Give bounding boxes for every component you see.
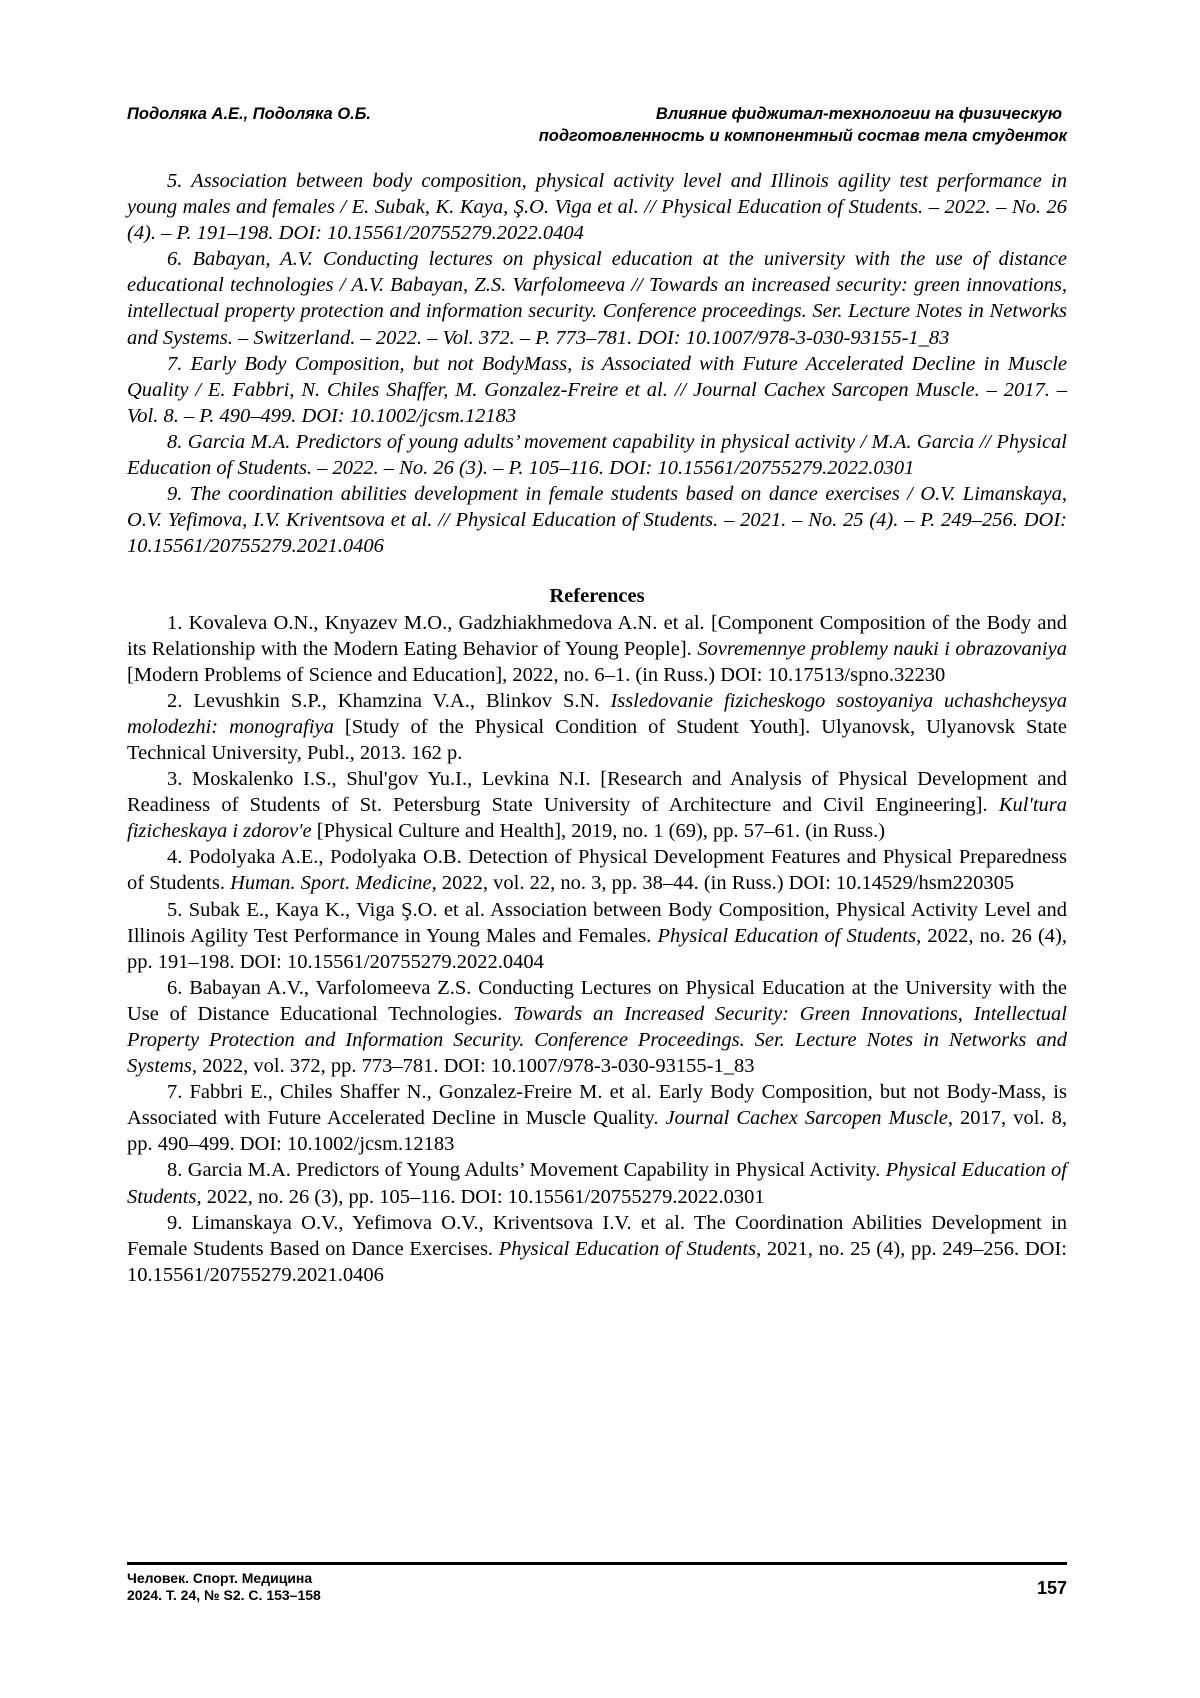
reference-source: Kul'tura fizicheskaya i zdorov'e <box>127 794 1067 842</box>
reference-text: 8. Garcia M.A. Predictors of Young Adults’ Movement Capability in Physical Activity. <box>167 1159 886 1181</box>
page-number: 157 <box>1037 1577 1067 1599</box>
reference-text: 4. Podolyaka A.E., Podolyaka O.B. Detection of Physical Development Features and Physical Preparedness of Students. <box>127 846 1067 894</box>
reference-source: Towards an Increased Security: Green Innovations, Intellectual Property Protection and Information Security. Conference Proceedings. Ser. Lecture Notes in Networks and Systems <box>127 1003 1067 1077</box>
reference-text: 6. Babayan A.V., Varfolomeeva Z.S. Conducting Lectures on Physical Education at the University with the Use of Distance Educational Technologies. <box>127 977 1067 1025</box>
reference-source: Physical Education of Students <box>499 1238 756 1260</box>
reference-source: Issledovanie fizicheskogo sostoyaniya uchashcheysya molodezhi: monografiya <box>127 690 1067 738</box>
original-reference-item: 8. Garcia M.A. Predictors of young adults’ movement capability in physical activity / M.A. Garcia // Physical Education of Students. – 2022. – No. 26 (3). – P. 105–116. DOI: 10.15561/20755279.2022.0301 <box>127 429 1067 481</box>
reference-text: , 2017, vol. 8, pp. 490–499. DOI: 10.1002/jcsm.12183 <box>127 1107 1067 1155</box>
reference-text: [Physical Culture and Health], 2019, no. 1 (69), pp. 57–61. (in Russ.) <box>312 820 885 842</box>
reference-item <box>127 1210 1067 1288</box>
footer-issue-info: 2024. Т. 24, № S2. С. 153–158 <box>127 1587 321 1604</box>
reference-item <box>127 975 1067 1079</box>
footer-journal-name: Человек. Спорт. Медицина <box>127 1570 321 1587</box>
running-header <box>127 103 1067 147</box>
footer-journal-info <box>127 1570 321 1604</box>
reference-text: 2022, no. 26 (3), pp. 105–116. DOI: 10.15561/20755279.2022.0301 <box>202 1186 765 1208</box>
original-reference-item: 5. Association between body composition, physical activity level and Illinois agility test performance in young males and females / E. Subak, K. Kaya, Ş.O. Viga et al. // Physical Education of Students. – 2022. – No. 26 (4). – P. 191–198. DOI: 10.15561/20755279.2022.0404 <box>127 168 1067 246</box>
reference-item <box>127 1157 1067 1209</box>
reference-text: , 2021, no. 25 (4), pp. 249–256. DOI: 10.15561/20755279.2021.0406 <box>127 1238 1067 1286</box>
reference-item <box>127 610 1067 688</box>
reference-text: 7. Fabbri E., Chiles Shaffer N., Gonzalez-Freire M. et al. Early Body Composition, but not Body-Mass, is Associated with Future Accelerated Decline in Muscle Quality. <box>127 1081 1067 1129</box>
header-article-title <box>539 103 1067 147</box>
reference-item <box>127 844 1067 896</box>
footer-divider <box>127 1562 1067 1565</box>
reference-text: , 2022, vol. 372, pp. 773–781. DOI: 10.1007/978-3-030-93155-1_83 <box>192 1055 755 1077</box>
header-authors: Подоляка А.Е., Подоляка О.Б. <box>127 103 371 125</box>
reference-source: Journal Cachex Sarcopen Muscle <box>666 1107 948 1129</box>
reference-text: [Study of the Physical Condition of Student Youth]. Ulyanovsk, Ulyanovsk State Technical University, Publ., 2013. 162 p. <box>127 716 1067 764</box>
reference-item <box>127 1079 1067 1157</box>
reference-text: , 2022, no. 26 (4), pp. 191–198. DOI: 10.15561/20755279.2022.0404 <box>127 925 1067 973</box>
reference-text: 9. Limanskaya O.V., Yefimova O.V., Kriventsova I.V. et al. The Coordination Abilities Development in Female Students Based on Dance Exercises. <box>127 1212 1067 1260</box>
references-list <box>127 610 1067 1288</box>
header-title-line-1: Влияние фиджитал-технологии на физическую <box>539 103 1067 125</box>
reference-item <box>127 688 1067 766</box>
original-reference-list <box>127 168 1067 559</box>
reference-source: Physical Education of Students, <box>127 1159 1067 1207</box>
reference-text: , 2022, vol. 22, no. 3, pp. 38–44. (in Russ.) DOI: 10.14529/hsm220305 <box>432 872 1015 894</box>
references-heading: References <box>127 583 1067 609</box>
page-content <box>127 168 1067 1288</box>
reference-text: 2. Levushkin S.P., Khamzina V.A., Blinkov S.N. <box>167 690 610 712</box>
reference-source: Physical Education of Students <box>657 925 916 947</box>
reference-item <box>127 766 1067 844</box>
reference-text: 5. Subak E., Kaya K., Viga Ş.O. et al. Association between Body Composition, Physical Activity Level and Illinois Agility Test Performance in Young Males and Females. <box>127 899 1067 947</box>
reference-text: 3. Moskalenko I.S., Shul'gov Yu.I., Levkina N.I. [Research and Analysis of Physical Development and Readiness of Students of St. Petersburg State University of Architecture and Civil Engineering]. <box>127 768 1067 816</box>
reference-text: 1. Kovaleva O.N., Knyazev M.O., Gadzhiakhmedova A.N. et al. [Component Composition of the Body and its Relationship with the Modern Eating Behavior of Young People]. <box>127 612 1067 660</box>
reference-source: Human. Sport. Medicine <box>230 872 432 894</box>
header-title-line-2: подготовленность и компонентный состав тела студенток <box>539 125 1067 147</box>
reference-source: Sovremennye problemy nauki i obrazovaniya <box>697 638 1067 660</box>
reference-item <box>127 897 1067 975</box>
reference-text: [Modern Problems of Science and Education], 2022, no. 6–1. (in Russ.) DOI: 10.17513/spno.32230 <box>127 664 945 686</box>
original-reference-item: 9. The coordination abilities development in female students based on dance exercises / O.V. Limanskaya, O.V. Yefimova, I.V. Kriventsova et al. // Physical Education of Students. – 2021. – No. 25 (4). – P. 249–256. DOI: 10.15561/20755279.2021.0406 <box>127 481 1067 559</box>
original-reference-item: 6. Babayan, A.V. Conducting lectures on physical education at the university with the use of distance educational technologies / A.V. Babayan, Z.S. Varfolomeeva // Towards an increased security: green innovations, intellectual property protection and information security. Conference proceedings. Ser. Lecture Notes in Networks and Systems. – Switzerland. – 2022. – Vol. 372. – P. 773–781. DOI: 10.1007/978-3-030-93155-1_83 <box>127 246 1067 350</box>
original-reference-item: 7. Early Body Composition, but not BodyMass, is Associated with Future Accelerated Decline in Muscle Quality / E. Fabbri, N. Chiles Shaffer, M. Gonzalez-Freire et al. // Journal Cachex Sarcopen Muscle. – 2017. – Vol. 8. – P. 490–499. DOI: 10.1002/jcsm.12183 <box>127 351 1067 429</box>
